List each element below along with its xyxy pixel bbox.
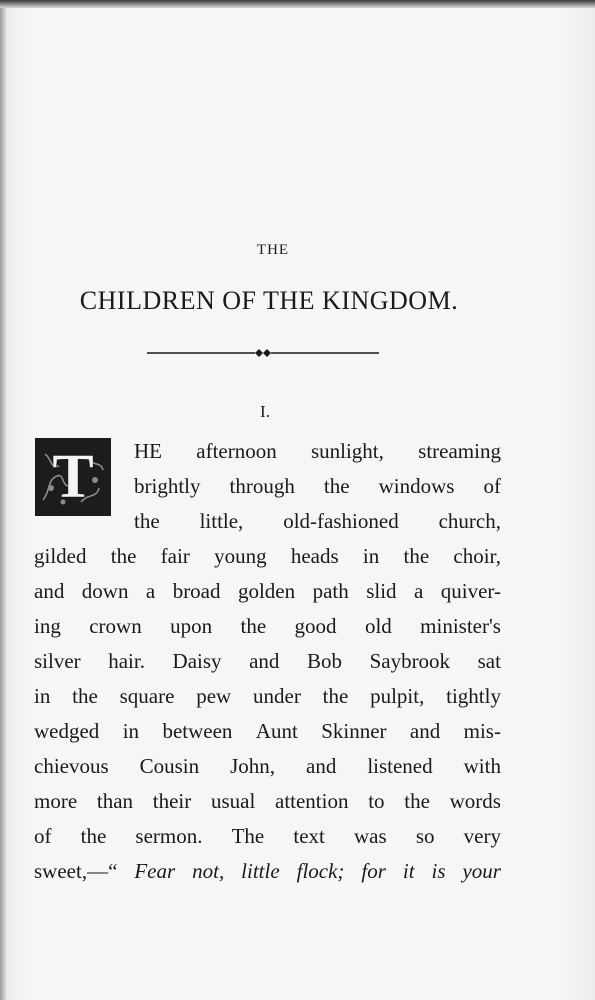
page-title: CHILDREN OF THE KINGDOM. bbox=[79, 286, 459, 315]
text-line: of the sermon. The text was so very bbox=[34, 824, 501, 848]
page-binding-edge bbox=[0, 0, 6, 1000]
body-paragraph bbox=[34, 434, 501, 889]
title-article-text: THE bbox=[256, 242, 290, 258]
text-line-last: sweet,—“ Fear not, little flock; for it is your bbox=[34, 854, 501, 889]
text-line: ing crown upon the good old minister's bbox=[34, 614, 501, 638]
last-line-roman: sweet,—“ bbox=[34, 859, 118, 883]
text-line: the little, old-fashioned church, bbox=[134, 509, 501, 533]
text-line: wedged in between Aunt Skinner and mis- bbox=[34, 719, 501, 743]
ornament-rule bbox=[147, 346, 379, 360]
text-line: in the square pew under the pulpit, tightly bbox=[34, 684, 501, 708]
text-line: brightly through the windows of bbox=[134, 474, 501, 498]
text-line: gilded the fair young heads in the choir, bbox=[34, 544, 501, 568]
text-line: chievous Cousin John, and listened with bbox=[34, 754, 501, 778]
text-line: silver hair. Daisy and Bob Saybrook sat bbox=[34, 649, 501, 673]
chapter-number-text: I. bbox=[260, 402, 270, 421]
text-line: HE afternoon sunlight, streaming bbox=[134, 439, 501, 463]
text-line: and down a broad golden path slid a quiver- bbox=[34, 579, 501, 603]
page-top-edge bbox=[0, 0, 595, 8]
text-line: more than their usual attention to the words bbox=[34, 789, 501, 813]
chapter-number bbox=[0, 402, 530, 422]
drop-cap-letter: T bbox=[52, 442, 94, 511]
title-article bbox=[0, 242, 530, 259]
